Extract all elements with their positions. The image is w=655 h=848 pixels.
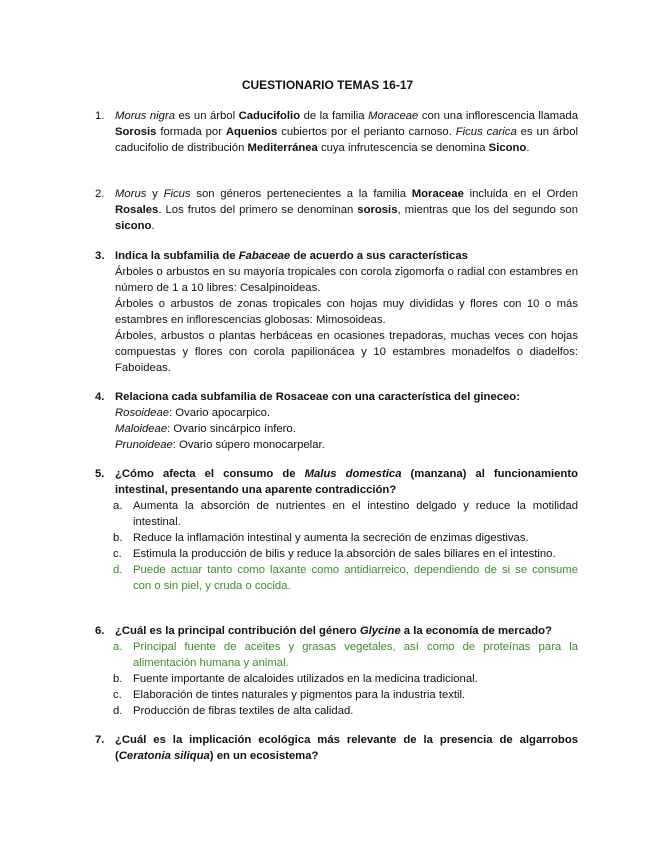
option-a[interactable]: a. Aumenta la absorción de nutrientes en el intestino delgado y reduce la motilidad intestinal. — [113, 500, 578, 528]
question-number: 5. — [95, 468, 105, 480]
question-number: 7. — [95, 734, 105, 746]
question-number: 3. — [95, 250, 105, 262]
answer-line: Rosoideae: Ovario apocarpico. — [115, 407, 271, 419]
question-1 — [95, 108, 578, 156]
answer-line: Prunoideae: Ovario súpero monocarpelar. — [115, 439, 325, 451]
option-a-correct[interactable]: a. Principal fuente de aceites y grasas vegetales, así como de proteínas para la alimentación humana y animal. — [113, 641, 578, 669]
question-heading: ¿Cuál es la implicación ecológica más relevante de la presencia de algarrobos (Ceratonia siliqua) en un ecosistema? — [115, 734, 578, 762]
question-heading: Indica la subfamilia de Fabaceae de acuerdo a sus características — [115, 250, 468, 262]
answer-line: Árboles, arbustos o plantas herbáceas en ocasiones trepadoras, muchas veces con hojas compuestas y flores con corola papilionácea y 10 estambres monadelfos o diadelfos: Faboideas. — [115, 330, 578, 374]
answer-options — [95, 498, 578, 594]
option-c[interactable]: c. Elaboración de tintes naturales y pigmentos para la industria textil. — [113, 689, 466, 701]
answer-options — [95, 639, 578, 719]
answer-line: Maloideae: Ovario sincárpico ínfero. — [115, 423, 296, 435]
question-6 — [95, 623, 578, 719]
question-text: Morus y Ficus son géneros pertenecientes a la familia Moraceae incluida en el Orden Rosales. Los frutos del primero se denominan sorosis, mientras que los del segundo son sicono. — [115, 188, 578, 232]
question-2 — [95, 186, 578, 234]
option-d-correct[interactable]: d. Puede actuar tanto como laxante como antidiarreico, dependiendo de si se consume con o sin piel, y cruda o cocida. — [113, 564, 578, 592]
question-4 — [95, 389, 578, 453]
option-b[interactable]: b. Fuente importante de alcaloides utilizados en la medicina tradicional. — [113, 673, 478, 685]
question-number: 6. — [95, 625, 105, 637]
question-number: 1. — [95, 110, 105, 122]
question-5 — [95, 466, 578, 594]
answer-line: Árboles o arbustos en su mayoría tropicales con corola zigomorfa o radial con estambres en número de 1 a 10 libres: Cesalpinoideas. — [115, 266, 578, 294]
question-heading: Relaciona cada subfamilia de Rosaceae con una característica del gineceo: — [115, 391, 520, 403]
question-3 — [95, 248, 578, 376]
page-title: CUESTIONARIO TEMAS 16-17 — [241, 78, 414, 92]
question-number: 4. — [95, 391, 105, 403]
question-7 — [95, 732, 578, 764]
question-number: 2. — [95, 188, 105, 200]
question-heading: ¿Cuál es la principal contribución del género Glycine a la economía de mercado? — [115, 625, 552, 637]
option-d[interactable]: d. Producción de fibras textiles de alta calidad. — [113, 705, 354, 717]
answer-line: Árboles o arbustos de zonas tropicales con hojas muy divididas y flores con 10 o más estambres en inflorescencias globosas: Mimosoideas. — [115, 298, 578, 326]
option-c[interactable]: c. Estimula la producción de bilis y reduce la absorción de sales biliares en el intestino. — [113, 548, 556, 560]
option-b[interactable]: b. Reduce la inflamación intestinal y aumenta la secreción de enzimas digestivas. — [113, 532, 529, 544]
question-text: Morus nigra es un árbol Caducifolio de la familia Moraceae con una inflorescencia llamada Sorosis formada por Aquenios cubiertos por el perianto carnoso. Ficus carica es un árbol caducifolio de distribución Mediterránea cuya infrutescencia se denomina Sicono. — [115, 110, 579, 154]
question-heading: ¿Cómo afecta el consumo de Malus domestica (manzana) al funcionamiento intestinal, presentando una aparente contradicción? — [115, 468, 578, 496]
